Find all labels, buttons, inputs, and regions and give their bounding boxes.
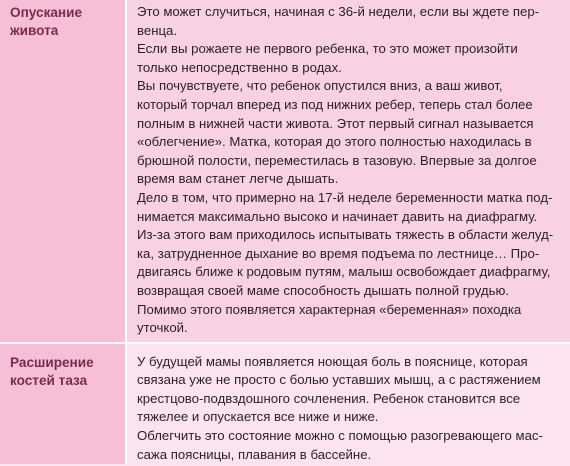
text-line: ка, затрудненное дыхание во время подъема по лестнице… Про- (137, 245, 540, 261)
term-line: Опускание (10, 5, 83, 20)
term-line: живота (10, 23, 59, 38)
text-line: двигаясь ближе к родовым путям, малыш освобождает диафрагму, (137, 264, 551, 280)
description-cell (126, 343, 570, 465)
text-line: который торчал вперед из под нижних ребер, теперь стал более (137, 96, 533, 112)
text-line: брюшной полости, переместилась в тазовую. Впервые за долгое (137, 152, 537, 168)
term-cell (0, 343, 126, 465)
text-line: Вы почувствуете, что ребенок опустился вниз, а ваш живот, (137, 78, 503, 94)
text-line: крестцово-подвздошного сочленения. Ребенок становится все (137, 390, 521, 406)
text-line: уточкой. (137, 320, 188, 336)
text-line: сажа поясницы, плавания в бассейне. (137, 446, 372, 462)
text-line: Если вы рожаете не первого ребенка, то это может произойти (137, 41, 518, 57)
term-cell (0, 0, 126, 343)
text-line: Из-за этого вам приходилось испытывать тяжесть в области желуд- (137, 227, 554, 243)
text-line: полным в нижней части живота. Этот первый сигнал называется (137, 115, 534, 131)
text-line: Дело в том, что примерно на 17-й неделе беременности матка под- (137, 189, 553, 205)
text-line: только непосредственно в родах. (137, 59, 342, 75)
text-line: связана уже не просто с болью уставших мышц, а с растяжением (137, 372, 541, 388)
term-line: Расширение (10, 354, 94, 370)
text-line: тяжелее и опускается все ниже и ниже. (137, 409, 379, 425)
table-row (0, 343, 570, 465)
text-line: «облегчение». Матка, которая до этого полностью находилась в (137, 134, 532, 150)
text-line: Облегчить это состояние можно с помощью разогревающего мас- (137, 428, 543, 444)
text-line: Это может случиться, начиная с 36-й недели, если вы ждете пер- (137, 4, 540, 19)
text-line: Помимо этого появляется характерная «беременная» походка (137, 301, 522, 317)
text-line: венца. (137, 22, 178, 38)
text-line: нимается максимально высоко и начинает давить на диафрагму. (137, 208, 538, 224)
text-line: возвращая своей маме способность дышать полной грудью. (137, 282, 510, 298)
text-line: время вам станет легче дышать. (137, 171, 339, 187)
term-line: костей таза (10, 372, 88, 388)
description-cell (126, 0, 570, 343)
text-line: У будущей мамы появляется ноющая боль в пояснице, которая (137, 353, 528, 369)
